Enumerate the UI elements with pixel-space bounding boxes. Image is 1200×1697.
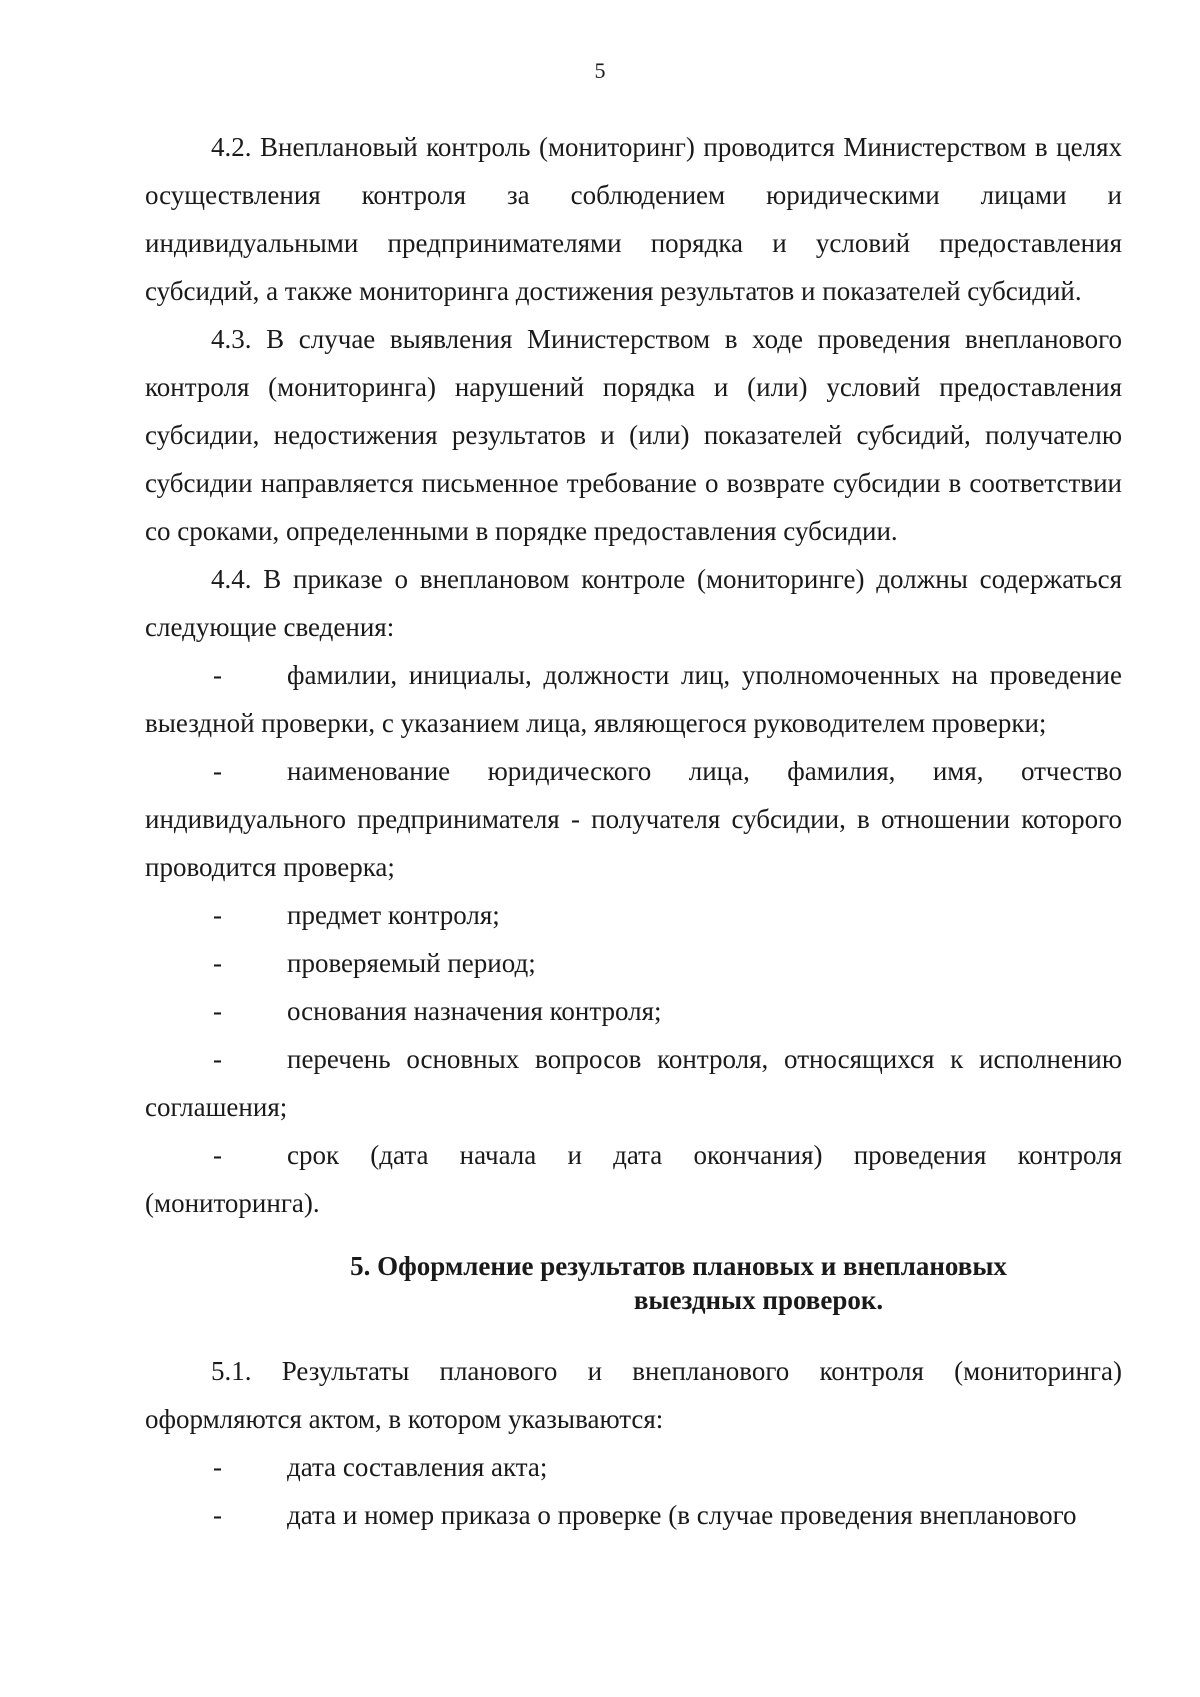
list-item (145, 891, 1122, 939)
section-heading-line-2: выездных проверок. (633, 1285, 884, 1315)
list-item-text: дата и номер приказа о проверке (в случае проведения внепланового (287, 1500, 1077, 1530)
list-item (145, 1035, 1122, 1131)
paragraph-4-3: 4.3. В случае выявления Министерством в ходе проведения внепланового контроля (мониторинга) нарушений порядка и (или) условий предоставления субсидии, недостижения результатов и (или) показателей субсидий, получателю субсидии направляется письменное требование о возврате субсидии в соответствии со сроками, определенными в порядке предоставления субсидии. (145, 324, 1122, 546)
dash-marker: - (213, 1500, 222, 1530)
document-body (145, 123, 1122, 1539)
list-item-text: срок (дата начала и дата окончания) проведения контроля (мониторинга). (145, 1140, 1122, 1218)
list-item (145, 651, 1122, 747)
dash-marker: - (213, 1044, 222, 1074)
list-item (145, 1131, 1122, 1227)
dash-marker: - (213, 996, 222, 1026)
list-item-text: предмет контроля; (287, 900, 500, 930)
list-item-text: наименование юридического лица, фамилия, имя, отчество индивидуального предпринимателя - получателя субсидии, в отношении которого проводится проверка; (145, 756, 1122, 882)
list-item-text: основания назначения контроля; (287, 996, 662, 1026)
paragraph-4-2: 4.2. Внеплановый контроль (мониторинг) проводится Министерством в целях осуществления контроля за соблюдением юридическими лицами и индивидуальными предпринимателями порядка и условий предоставления субсидий, а также мониторинга достижения результатов и показателей субсидий. (145, 132, 1122, 306)
paragraph-5-1: 5.1. Результаты планового и внепланового контроля (мониторинга) оформляются актом, в котором указываются: (145, 1356, 1122, 1434)
dash-marker: - (213, 900, 222, 930)
list-item (145, 1491, 1122, 1539)
paragraph-4-4: 4.4. В приказе о внеплановом контроле (мониторинге) должны содержаться следующие сведения: (145, 564, 1122, 642)
dash-marker: - (213, 948, 222, 978)
list-item (145, 987, 1122, 1035)
list-item-text: дата составления акта; (287, 1452, 548, 1482)
dash-marker: - (213, 756, 222, 786)
section-heading (145, 1249, 1122, 1317)
list-item-text: перечень основных вопросов контроля, относящихся к исполнению соглашения; (145, 1044, 1122, 1122)
list-item-text: проверяемый период; (287, 948, 536, 978)
list-item (145, 939, 1122, 987)
section-heading-line-1: 5. Оформление результатов плановых и внеплановых (350, 1251, 1007, 1281)
list-item (145, 1443, 1122, 1491)
list-item (145, 747, 1122, 891)
list-item-text: фамилии, инициалы, должности лиц, уполномоченных на проведение выездной проверки, с указанием лица, являющегося руководителем проверки; (145, 660, 1122, 738)
dash-marker: - (213, 1140, 222, 1170)
dash-marker: - (213, 660, 222, 690)
page-number: 5 (594, 58, 606, 83)
dash-marker: - (213, 1452, 222, 1482)
